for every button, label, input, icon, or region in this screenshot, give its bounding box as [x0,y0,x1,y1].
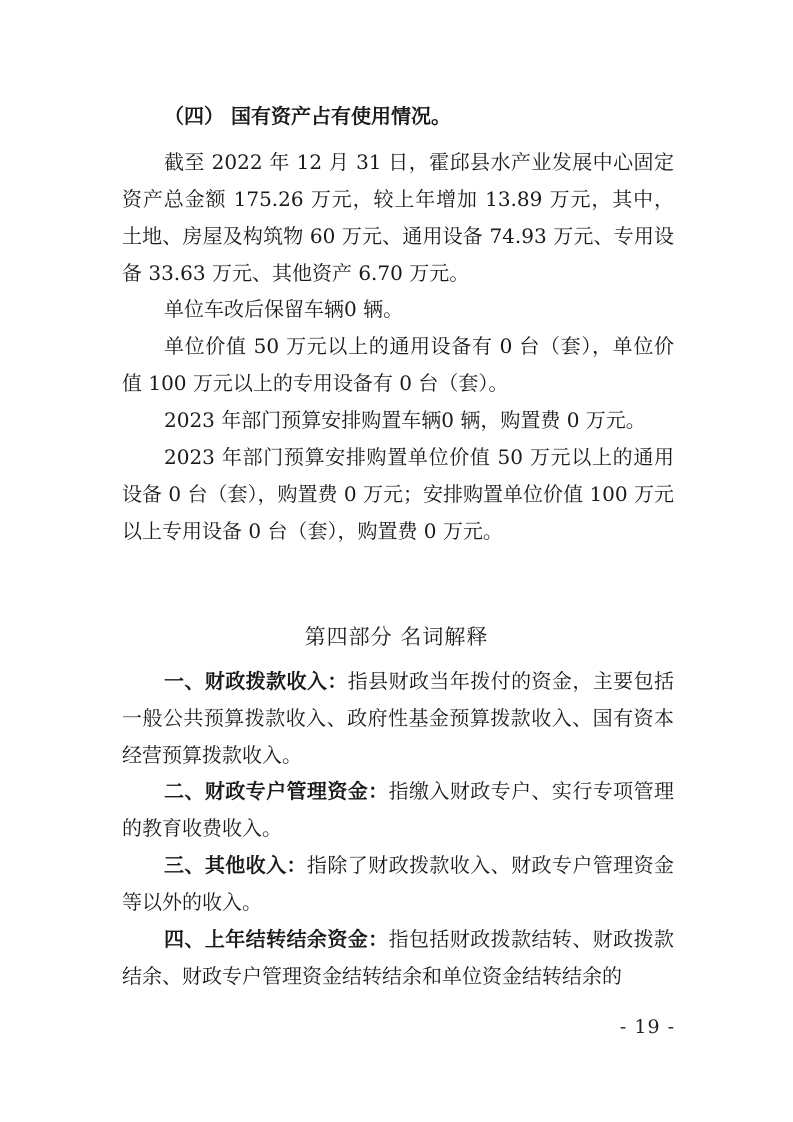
paragraph-equipment-count: 单位价值 50 万元以上的通用设备有 0 台（套），单位价值 100 万元以上的专用设备有 0 台（套）。 [122,334,674,395]
term-label: 三、其他收入： [164,853,307,877]
page-number: - 19 - [619,1016,675,1038]
paragraph-vehicle-budget: 2023 年部门预算安排购置车辆0 辆，购置费 0 万元。 [164,408,646,432]
term-definition: 指缴入财政专户、实行专项管理的教育收费收入。 [122,779,675,840]
term-label: 四、上年结转结余资金： [164,927,389,951]
term-other-income [122,847,674,921]
term-carryover-funds [122,921,674,995]
term-fiscal-appropriation [122,663,674,774]
paragraph-fixed-assets: 截至 2022 年 12 月 31 日，霍邱县水产业发展中心固定资产总金额 175.26 万元，较上年增加 13.89 万元，其中，土地、房屋及构筑物 60 万元、通用设备 74.93 万元、专用设备 33.63 万元、其他资产 6.70 万元。 [122,150,674,285]
term-definition: 指县财政当年拨付的资金，主要包括一般公共预算拨款收入、政府性基金预算拨款收入、国有资本经营预算拨款收入。 [122,669,674,767]
term-special-account-funds [122,773,674,847]
term-definition: 指包括财政拨款结转、财政拨款结余、财政专户管理资金结转结余和单位资金结转结余的 [122,927,675,988]
term-definition: 指除了财政拨款收入、财政专户管理资金等以外的收入。 [122,853,675,914]
part-title: 第四部分 名词解释 [304,625,489,649]
term-label: 一、财政拨款收入： [164,669,348,693]
section-heading-state-assets: （四） 国有资产占有使用情况。 [164,104,451,128]
paragraph-equipment-budget: 2023 年部门预算安排购置单位价值 50 万元以上的通用设备 0 台（套），购置费 0 万元；安排购置单位价值 100 万元以上专用设备 0 台（套），购置费 0 万元。 [122,445,674,543]
paragraph-retained-vehicles: 单位车改后保留车辆0 辆。 [164,297,404,321]
term-label: 二、财政专户管理资金： [164,779,389,803]
